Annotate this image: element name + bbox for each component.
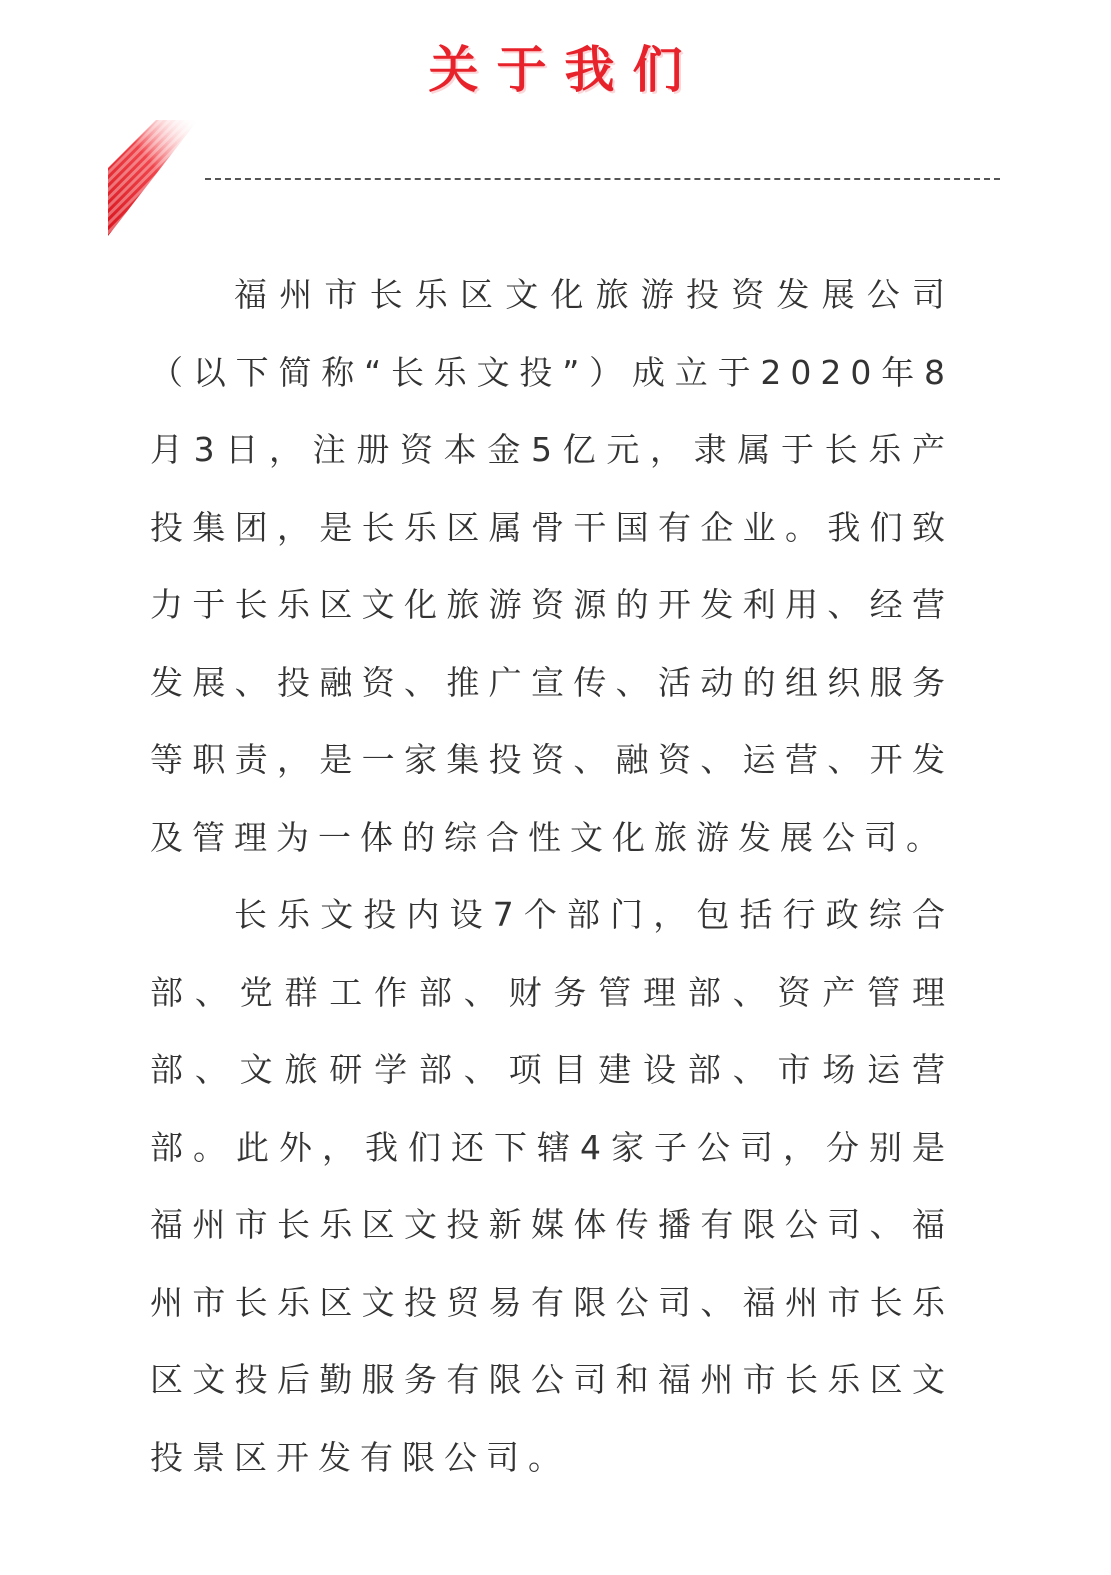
page-title: 关于我们 xyxy=(428,41,701,99)
corner-decoration xyxy=(108,120,198,236)
departments-paragraph: 长乐文投内设7个部门，包括行政综合部、党群工作部、财务管理部、资产管理部、文旅研学部、项目建设部、市场运营部。此外，我们还下辖4家子公司，分别是福州市长乐区文投新媒体传播有限公司、福州市长乐区文投贸易有限公司、福州市长乐区文投后勤服务有限公司和福州市长乐区文投景区开发有限公司。 xyxy=(150,895,954,1477)
dashed-divider xyxy=(205,178,1000,180)
article-body xyxy=(150,256,954,1496)
corner-stripe-texture xyxy=(108,120,198,236)
intro-paragraph: 福州市长乐区文化旅游投资发展公司（以下简称“长乐文投”）成立于2020年8月3日，注册资本金5亿元，隶属于长乐产投集团，是长乐区属骨干国有企业。我们致力于长乐区文化旅游资源的开发利用、经营发展、投融资、推广宣传、活动的组织服务等职责，是一家集投资、融资、运营、开发及管理为一体的综合性文化旅游发展公司。 xyxy=(150,275,954,857)
